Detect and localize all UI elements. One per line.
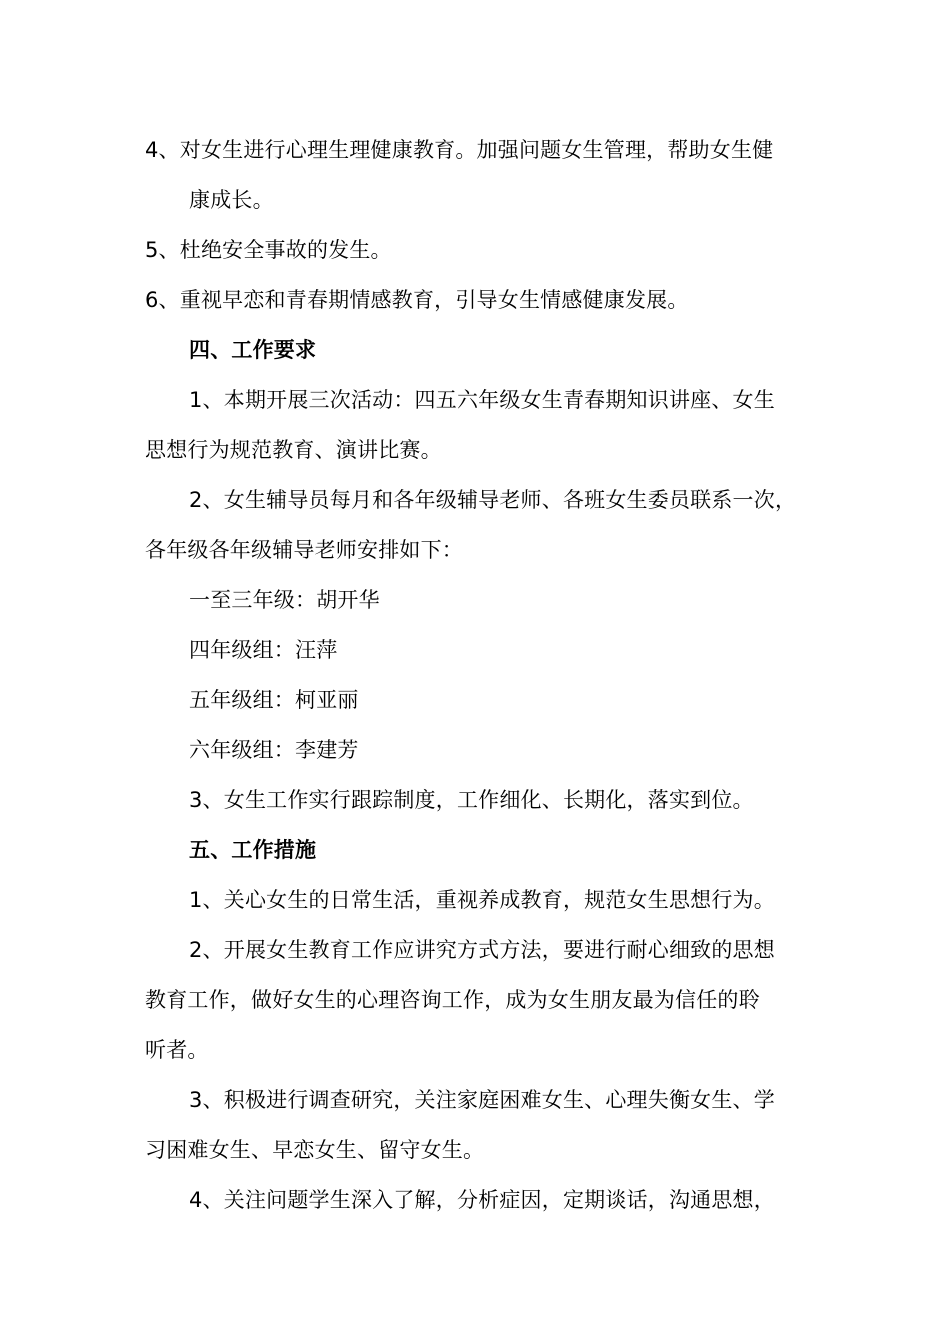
body-line: 4、对女生进行心理生理健康教育。加强问题女生管理，帮助女生健: [145, 138, 774, 162]
body-line: 1、关心女生的日常生活，重视养成教育，规范女生思想行为。: [189, 888, 775, 912]
body-line: 1、本期开展三次活动：四五六年级女生青春期知识讲座、女生: [189, 388, 775, 412]
body-line: 教育工作，做好女生的心理咨询工作，成为女生朋友最为信任的聆: [145, 988, 760, 1012]
body-line: 五年级组：柯亚丽: [189, 688, 359, 712]
body-line: 4、关注问题学生深入了解，分析症因，定期谈话，沟通思想，: [189, 1188, 775, 1212]
body-line: 各年级各年级辅导老师安排如下：: [145, 538, 463, 562]
body-line: 六年级组：李建芳: [189, 738, 359, 762]
body-line: 四年级组：汪萍: [189, 638, 338, 662]
body-line: 听者。: [145, 1038, 209, 1062]
body-line: 一至三年级：胡开华: [189, 588, 380, 612]
section-heading: 五、工作措施: [189, 838, 317, 862]
body-line: 习困难女生、早恋女生、留守女生。: [145, 1138, 485, 1162]
body-line: 康成长。: [189, 188, 274, 212]
body-line: 3、积极进行调查研究，关注家庭困难女生、心理失衡女生、学: [189, 1088, 775, 1112]
body-line: 3、女生工作实行跟踪制度，工作细化、长期化，落实到位。: [189, 788, 754, 812]
section-heading: 四、工作要求: [189, 338, 317, 362]
body-line: 5、杜绝安全事故的发生。: [145, 238, 392, 262]
body-line: 思想行为规范教育、演讲比赛。: [145, 438, 442, 462]
body-line: 2、女生辅导员每月和各年级辅导老师、各班女生委员联系一次，: [189, 488, 797, 512]
body-line: 2、开展女生教育工作应讲究方式方法，要进行耐心细致的思想: [189, 938, 775, 962]
body-line: 6、重视早恋和青春期情感教育，引导女生情感健康发展。: [145, 288, 689, 312]
